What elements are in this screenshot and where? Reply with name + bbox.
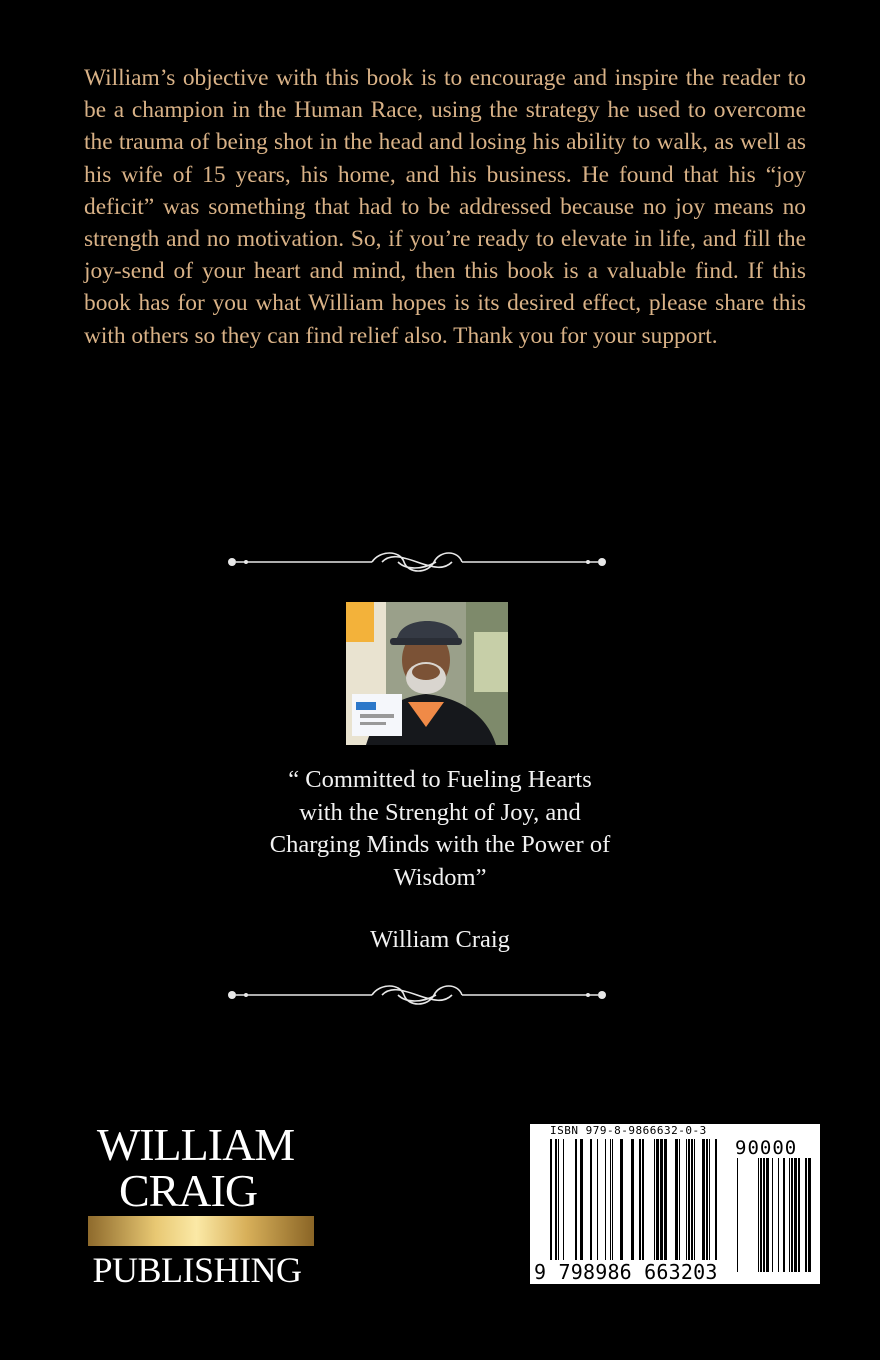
flourish-divider-icon xyxy=(222,542,612,582)
divider-ornament-bottom xyxy=(222,975,612,1015)
quote-line-3: Charging Minds with the Power of xyxy=(269,831,611,858)
logo-line-publishing: PUBLISHING xyxy=(92,1250,302,1290)
flourish-divider-icon xyxy=(222,975,612,1015)
author-photo xyxy=(346,602,508,745)
barcode-bar xyxy=(631,1139,634,1272)
back-cover-blurb: William’s objective with this book is to encourage and inspire the reader to be a champion in the Human Race, using the strategy he used to overcome the trauma of being shot in the head and losing his ability to walk, as well as his wife of 15 years, his home, and his business. He found that his “joy deficit” was something that had to be addressed because no joy means no strength and no motivation. So, if you’re ready to elevate in life, and fill the joy-send of your heart and mind, then this book is a valuable find. If this book has for you what William hopes is its desired effect, please share this with others so they can find relief also. Thank you for your support. xyxy=(84,65,806,349)
barcode-bar xyxy=(763,1158,765,1272)
barcode-bar xyxy=(758,1158,759,1272)
isbn-barcode xyxy=(530,1124,820,1284)
barcode-bar xyxy=(664,1139,667,1272)
barcode-bar xyxy=(778,1158,779,1272)
quote-line-2: with the Strenght of Joy, and xyxy=(299,798,581,826)
barcode-bar xyxy=(715,1139,717,1272)
logo-gold-bar xyxy=(88,1216,314,1246)
barcode-bar xyxy=(558,1139,559,1272)
barcode-bar xyxy=(550,1139,552,1272)
barcode-bar xyxy=(808,1158,811,1272)
barcode-bar xyxy=(686,1139,687,1272)
barcode-bar xyxy=(639,1139,641,1272)
barcode-bar xyxy=(794,1158,797,1272)
barcode-bar xyxy=(620,1139,623,1272)
barcode-bar xyxy=(575,1139,577,1272)
quote-line-4: Wisdom” xyxy=(393,863,487,891)
barcode-bar xyxy=(610,1139,611,1272)
barcode-bar xyxy=(563,1139,564,1272)
barcode-bar xyxy=(694,1139,695,1272)
logo-line-craig: CRAIG xyxy=(118,1165,258,1216)
barcode-bar xyxy=(605,1139,606,1272)
barcode-bar xyxy=(772,1158,773,1272)
barcode-bar xyxy=(642,1139,644,1272)
barcode-bar xyxy=(789,1158,790,1272)
barcode-bar xyxy=(798,1158,800,1272)
isbn-label: ISBN 979-8-9866632-0-3 xyxy=(550,1124,707,1137)
ean-digits: 9 798986 663203 xyxy=(530,1260,719,1284)
barcode-bar xyxy=(702,1139,705,1272)
barcode-bar xyxy=(590,1139,592,1272)
barcode-bar xyxy=(654,1139,655,1272)
barcode-bar xyxy=(555,1139,557,1272)
barcode-bar xyxy=(706,1139,708,1272)
author-quote xyxy=(180,764,700,894)
logo-line-william: WILLIAM xyxy=(96,1119,295,1170)
barcode-bar xyxy=(660,1139,663,1272)
barcode-bar xyxy=(688,1139,690,1272)
price-code: 90000 xyxy=(735,1137,798,1159)
barcode-bar xyxy=(580,1139,583,1272)
publisher-logo xyxy=(88,1119,318,1290)
divider-ornament-top xyxy=(222,542,612,582)
barcode-bar xyxy=(805,1158,807,1272)
barcode-bar xyxy=(597,1139,598,1272)
barcode-bar xyxy=(675,1139,678,1272)
barcode-bar xyxy=(766,1158,769,1272)
barcode-bar xyxy=(791,1158,793,1272)
barcode-bar xyxy=(679,1139,680,1272)
quote-line-1: “ Committed to Fueling Hearts xyxy=(288,766,592,793)
quote-attribution: William Craig xyxy=(370,926,510,953)
barcode-bar xyxy=(656,1139,659,1272)
barcode-bar xyxy=(709,1139,710,1272)
barcode-bar xyxy=(760,1158,762,1272)
barcode-bar xyxy=(691,1139,693,1272)
barcode-bar xyxy=(783,1158,785,1272)
barcode-bar xyxy=(737,1158,738,1272)
barcode-bar xyxy=(612,1139,613,1272)
